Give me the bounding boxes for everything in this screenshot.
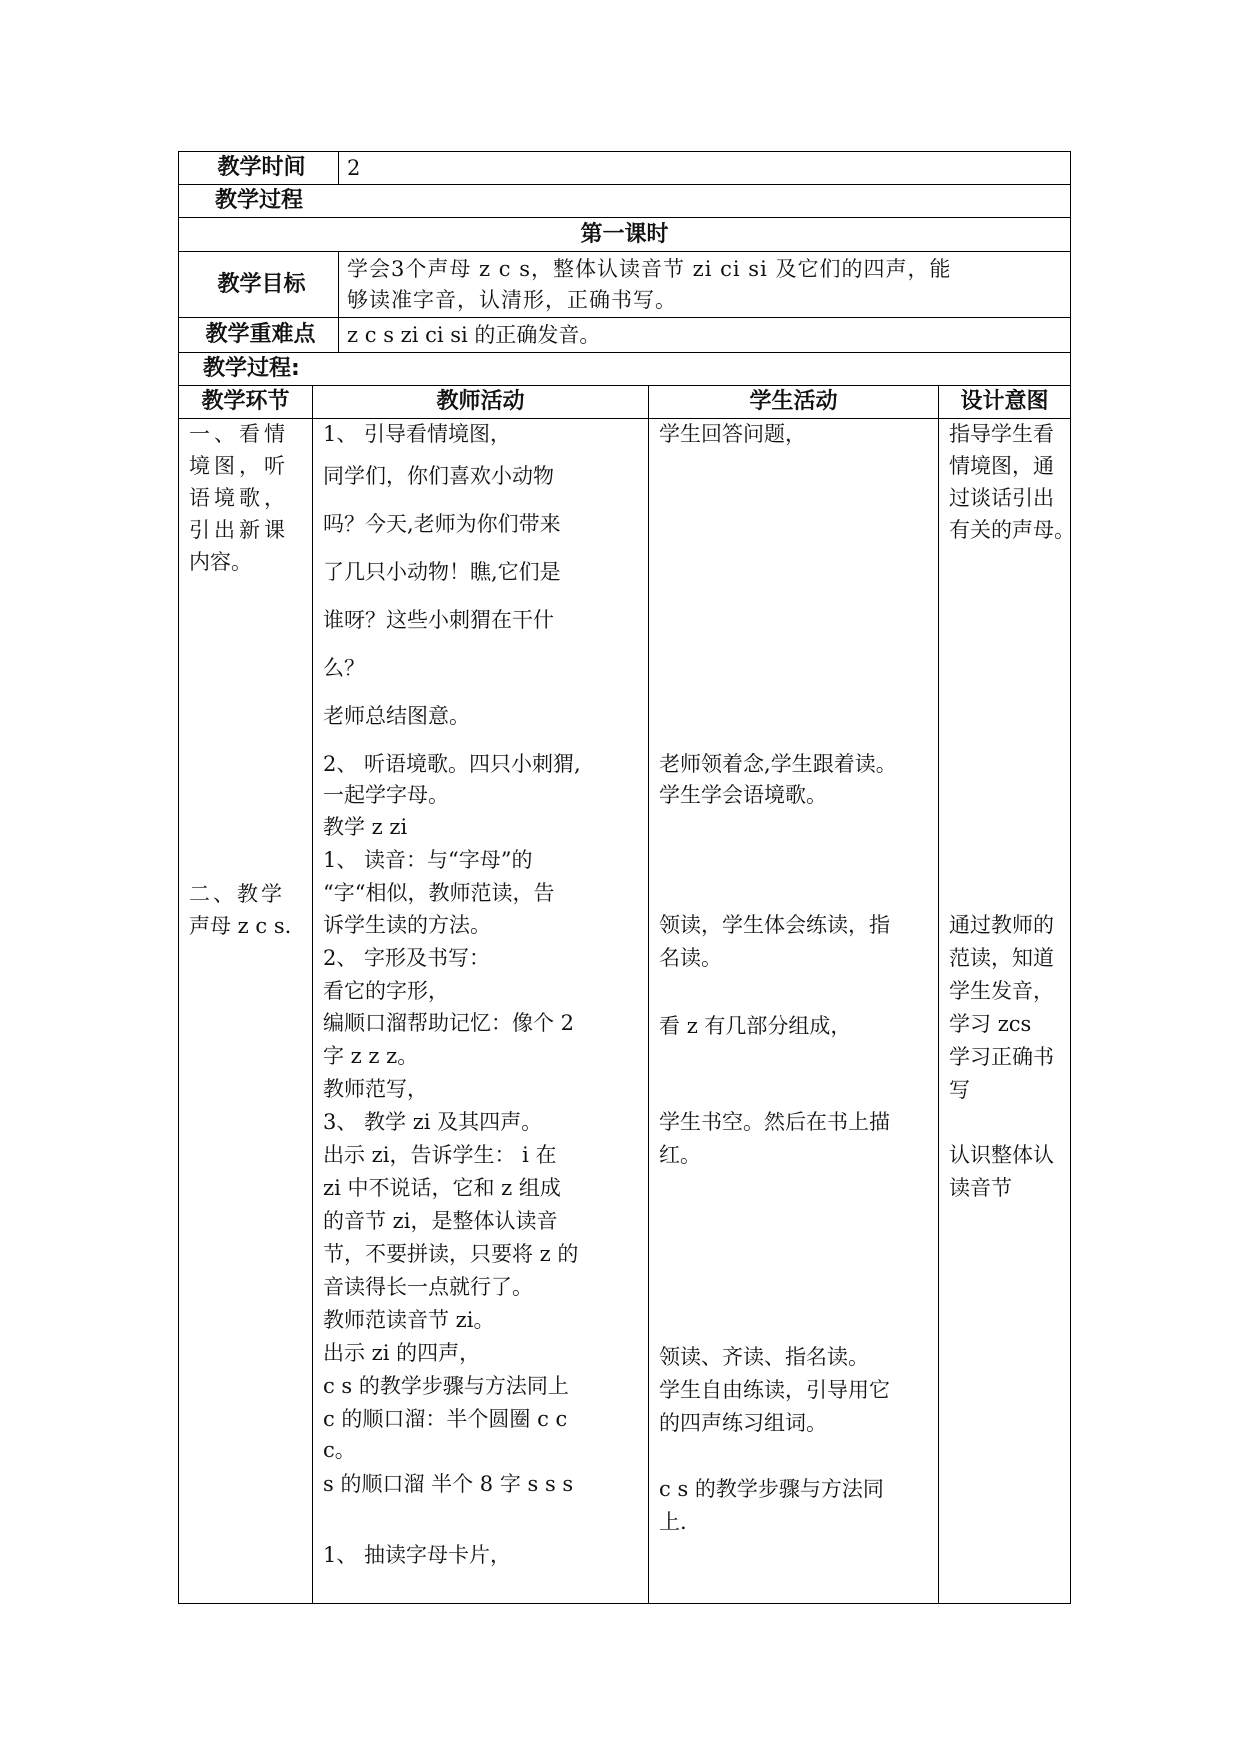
student-activity-cell: [649, 419, 939, 1604]
teacher-line: 1、 引导看情境图，: [323, 422, 512, 446]
intent-line: 指导学生看: [949, 422, 1055, 446]
intent-line: 范读，知道: [949, 946, 1055, 970]
student-line: 名读。: [659, 946, 723, 970]
lesson-period-title: 第一课时: [179, 218, 1071, 252]
column-header-section: 教学环节: [179, 386, 313, 419]
design-intent-cell: [939, 419, 1076, 1604]
teacher-line: 看它的字形，: [323, 979, 449, 1003]
teacher-line: “字“相似，教师范读，告: [323, 881, 555, 905]
design-intent-column: [939, 419, 1076, 1603]
teacher-line: 音读得长一点就行了。: [323, 1275, 533, 1299]
teacher-line: 2、 听语境歌。四只小刺猬,: [323, 752, 581, 776]
lesson-plan-table: [178, 151, 1076, 1604]
intent-line: 学习正确书: [949, 1045, 1055, 1069]
teaching-time-value: 2: [339, 152, 1071, 185]
teacher-line: 1、 抽读字母卡片，: [323, 1543, 512, 1567]
row-lesson-period: [179, 218, 1071, 252]
teacher-line: 诉学生读的方法。: [323, 913, 491, 937]
teacher-line: 出示 zi 的四声，: [323, 1341, 481, 1365]
intent-line: 写: [949, 1078, 971, 1102]
student-line: 领读、齐读、指名读。: [659, 1345, 870, 1369]
student-line: 看 z 有几部分组成，: [659, 1014, 852, 1038]
column-header-teacher: 教师活动: [313, 386, 649, 419]
intent-line: 学习 zcs: [949, 1012, 1032, 1036]
teacher-line: c 的顺口溜：半个圆圈 c c: [323, 1407, 568, 1431]
intent-line: 通过教师的: [949, 913, 1055, 937]
section-column: [179, 419, 312, 1603]
column-header-student: 学生活动: [649, 386, 939, 419]
key-points-value: z c s zi ci si 的正确发音。: [339, 318, 1071, 353]
section-line: 二、教学: [189, 882, 285, 906]
section-line: 语境歌，: [189, 486, 289, 510]
section-line: 声母 z c s.: [189, 914, 292, 938]
teacher-line: 一起学字母。: [323, 783, 449, 807]
teacher-line: 么？: [323, 656, 365, 680]
process-title: 教学过程: [179, 185, 1071, 218]
teacher-line: 2、 字形及书写：: [323, 946, 491, 970]
teaching-time-label: 教学时间: [179, 152, 339, 185]
student-line: 学生回答问题，: [659, 422, 807, 446]
intent-line: 学生发音，: [949, 979, 1055, 1003]
student-line: 的四声练习组词。: [659, 1411, 828, 1435]
teacher-line: 了几只小动物！瞧,它们是: [323, 560, 561, 584]
section-line: 引出新课: [189, 518, 289, 542]
teacher-line: 吗？今天,老师为你们带来: [323, 512, 561, 536]
teacher-line: 教师范写，: [323, 1077, 428, 1101]
teacher-line: s 的顺口溜 半个 8 字 s s s: [323, 1472, 574, 1496]
teacher-line: 字 z z z。: [323, 1044, 419, 1068]
row-key-points: [179, 318, 1071, 353]
student-line: 学生自由练读，引导用它: [659, 1378, 891, 1402]
goal-line: 够读准字音，认清形，正确书写。: [347, 287, 678, 312]
teacher-activity-column: [313, 419, 648, 1603]
intent-line: 过谈话引出: [949, 486, 1055, 510]
student-line: 上.: [659, 1510, 687, 1534]
teacher-line: 编顺口溜帮助记忆：像个 2: [323, 1011, 575, 1035]
lesson-plan-document: [178, 151, 1076, 1604]
teacher-line: 1、 读音：与“字母”的: [323, 848, 533, 872]
teacher-line: 老师总结图意。: [323, 704, 470, 728]
student-line: 老师领着念,学生跟着读。: [659, 752, 897, 776]
teacher-line: 节，不要拼读，只要将 z 的: [323, 1242, 579, 1266]
column-header-intent: 设计意图: [939, 386, 1071, 419]
student-activity-column: [649, 419, 938, 1603]
lesson-body-row: [179, 419, 1071, 1604]
key-points-label: 教学重难点: [179, 318, 339, 353]
teacher-activity-cell: [313, 419, 649, 1604]
teacher-line: 教学 z zi: [323, 815, 408, 839]
teacher-line: 3、 教学 zi 及其四声。: [323, 1110, 543, 1134]
student-line: 领读，学生体会练读，指: [659, 913, 891, 937]
teacher-line: c s 的教学步骤与方法同上: [323, 1374, 569, 1398]
process-label: 教学过程:: [179, 353, 1071, 386]
teacher-line: 同学们，你们喜欢小动物: [323, 464, 554, 488]
teaching-goal-value: [339, 252, 1071, 318]
section-line: 境图，听: [189, 454, 289, 478]
student-line: 学生学会语境歌。: [659, 783, 828, 807]
section-line: 内容。: [189, 550, 252, 574]
intent-line: 有关的声母。: [949, 518, 1076, 542]
intent-line: 读音节: [949, 1176, 1013, 1200]
row-process-title: [179, 185, 1071, 218]
intent-line: 认识整体认: [949, 1143, 1055, 1167]
teacher-line: 出示 zi，告诉学生： i 在: [323, 1143, 557, 1167]
teacher-line: zi 中不说话，它和 z 组成: [323, 1176, 561, 1200]
goal-line: 学会3个声母 z c s，整体认读音节 zi ci si 及它们的四声，能: [347, 256, 952, 281]
teacher-line: 谁呀？这些小刺猬在干什: [323, 608, 554, 632]
intent-line: 情境图，通: [949, 454, 1055, 478]
row-process-label: [179, 353, 1071, 386]
student-line: 红。: [659, 1143, 702, 1167]
teacher-line: 的音节 zi，是整体认读音: [323, 1209, 558, 1233]
student-line: 学生书空。然后在书上描: [659, 1110, 891, 1134]
teacher-line: c。: [323, 1438, 356, 1462]
teacher-line: 教师范读音节 zi。: [323, 1308, 495, 1332]
teaching-goal-label: 教学目标: [179, 252, 339, 318]
section-line: 一、看情: [189, 422, 289, 446]
row-teaching-goal: [179, 252, 1071, 318]
column-header-row: [179, 386, 1071, 419]
student-line: c s 的教学步骤与方法同: [659, 1477, 884, 1501]
row-teaching-time: [179, 152, 1071, 185]
section-cell: [179, 419, 313, 1604]
